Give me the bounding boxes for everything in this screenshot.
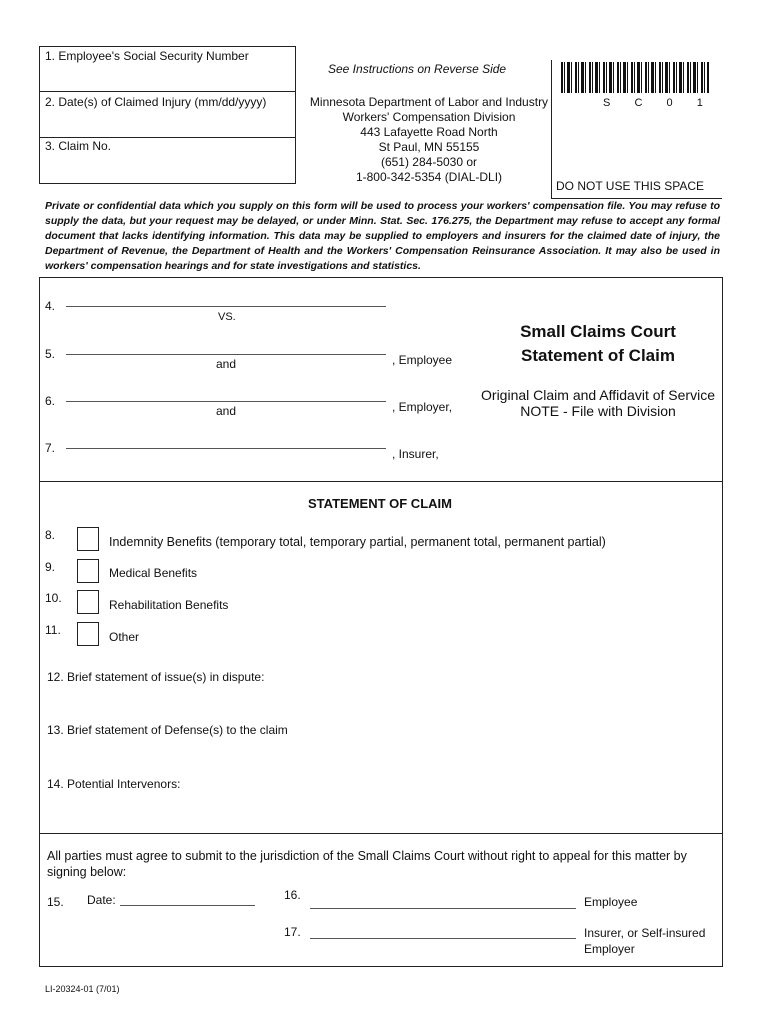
statement-heading: STATEMENT OF CLAIM [308,496,452,511]
item-number: 10. [45,591,62,605]
form-title-line: Small Claims Court [520,322,676,341]
insurer-signature-line[interactable] [310,938,576,939]
other-checkbox[interactable] [77,622,99,646]
insurer-line[interactable] [66,448,386,449]
agency-address [300,95,558,185]
form-title-line: Statement of Claim [521,346,675,365]
medical-checkbox[interactable] [77,559,99,583]
and-label: and [216,357,237,371]
insurer-signature-label [584,925,705,957]
date-label: Date: [87,893,116,907]
form-subtitle-line: NOTE - File with Division [520,403,676,419]
jurisdiction-agreement: All parties must agree to submit to the jurisdiction of the Small Claims Court without right to appeal for this matter by signing below: [47,849,687,879]
agency-line: 443 Lafayette Road North [360,125,498,139]
item-17-number: 17. [284,925,301,939]
identification-box [39,46,296,184]
employer-label: , Employer, [392,400,453,414]
item-15-number: 15. [47,895,64,909]
rehabilitation-checkbox[interactable] [77,590,99,614]
party-4-line[interactable] [66,306,386,307]
privacy-notice: Private or confidential data which you supply on this form will be used to process your workers' compensation file. You may refuse to supply the data, but your request may be delayed, or under Minn. Stat. Sec. 176.275, the Department may refuse to accept any formal document that lacks identifying information. This data may be supplied to employers and insurers for the claimed date of injury, the Department of Revenue, the Department of Health and the Workers' Compensation Reinsurance Association. It may also be used in workers' compensation hearings and for state investigations and statistics. [45,200,720,272]
item-number: 11. [45,623,61,637]
section-divider [39,481,722,482]
employee-line[interactable] [66,354,386,355]
insurer-label-line: Insurer, or Self-insured [584,926,706,940]
instructions-note: See Instructions on Reverse Side [328,62,507,76]
rehabilitation-label: Rehabilitation Benefits [109,598,229,612]
insurer-label-line: Employer [584,942,635,956]
employer-line[interactable] [66,401,386,402]
agency-line: Workers' Compensation Division [342,110,516,124]
item-number: 8. [45,528,56,542]
ssn-field[interactable]: 1. Employee's Social Security Number [45,49,249,63]
medical-label: Medical Benefits [109,566,198,580]
party-6-number: 6. [45,394,56,408]
divider [39,91,295,92]
date-line[interactable] [120,905,255,906]
divider [39,137,295,138]
claim-number-field[interactable]: 3. Claim No. [45,139,112,153]
defense-statement-field[interactable]: 13. Brief statement of Defense(s) to the claim [47,723,288,737]
indemnity-checkbox[interactable] [77,527,99,551]
party-4-number: 4. [45,299,56,313]
office-use-bracket [551,60,552,198]
agency-line: 1-800-342-5354 (DIAL-DLI) [355,170,503,184]
agency-line: Minnesota Department of Labor and Industry [309,95,549,109]
form-id: LI-20324-01 (7/01) [45,984,120,994]
employee-signature-line[interactable] [310,908,576,909]
barcode-code: S C 0 1 [603,97,709,109]
and-label: and [216,404,237,418]
form-subtitle-line: Original Claim and Affidavit of Service [481,387,715,403]
item-16-number: 16. [284,888,301,902]
item-number: 9. [45,560,56,574]
vs-label: VS. [218,311,236,323]
form-subtitle [470,387,726,419]
potential-intervenors-field[interactable]: 14. Potential Intervenors: [47,777,181,791]
issues-in-dispute-field[interactable]: 12. Brief statement of issue(s) in dispute: [47,670,265,684]
barcode [561,62,709,93]
form-title [478,320,718,368]
party-5-number: 5. [45,347,56,361]
employee-signature-label: Employee [584,895,638,909]
indemnity-label: Indemnity Benefits (temporary total, temporary partial, permanent total, permanent partial) [109,535,606,549]
agency-line: (651) 284-5030 or [380,155,478,169]
other-label: Other [109,630,140,644]
agency-line: St Paul, MN 55155 [378,140,480,154]
injury-dates-field[interactable]: 2. Date(s) of Claimed Injury (mm/dd/yyyy) [45,95,267,109]
party-7-number: 7. [45,441,56,455]
insurer-label: , Insurer, [392,447,439,461]
employee-label: , Employee [392,353,453,367]
do-not-use-label: DO NOT USE THIS SPACE [556,179,705,193]
section-divider [39,833,722,834]
